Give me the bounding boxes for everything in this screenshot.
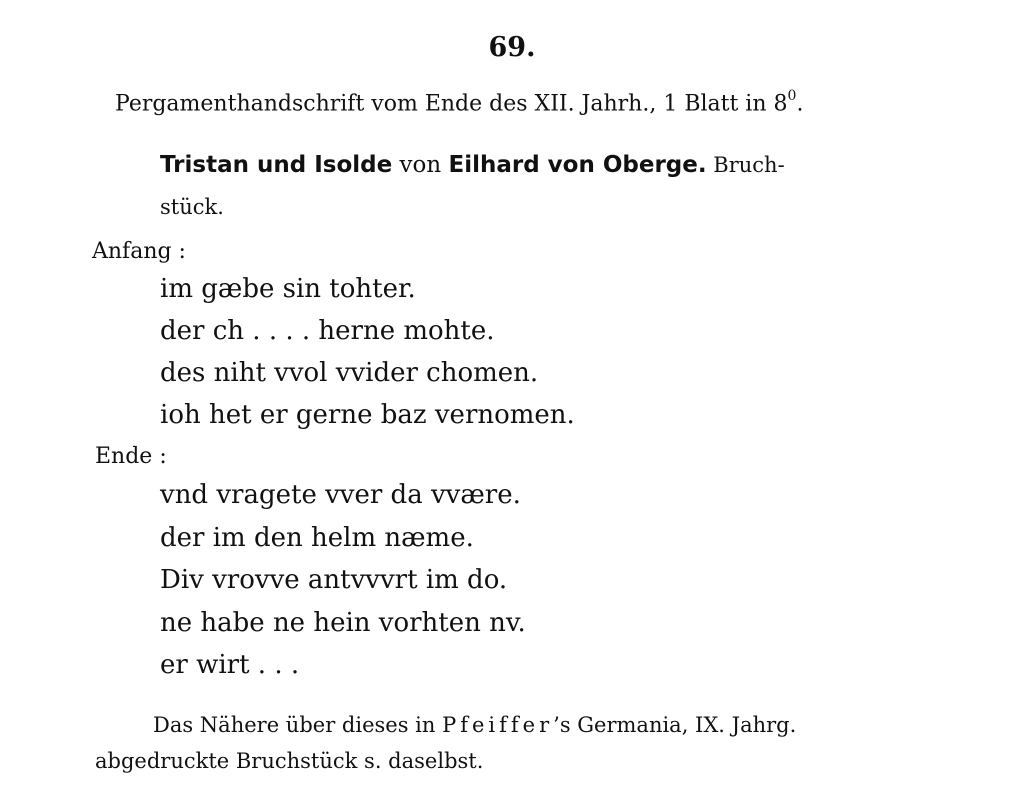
author-name: Eilhard von Oberge. [448,152,707,178]
anfang-label: Anfang : [92,239,186,264]
note-author-name: Pfeiffer [442,713,554,737]
work-title: Tristan und Isolde [160,152,393,178]
note-intro: Das Nähere über dieses in [153,713,443,737]
anfang-line: im gæbe sin tohter. [160,274,416,304]
anfang-line: des niht vvol vvider chomen. [160,358,539,388]
title-block [160,144,860,228]
ende-line: Div vrovve antvvvrt im do. [160,565,508,595]
anfang-line: der ch . . . . herne mohte. [160,316,495,346]
ende-line: er wirt . . . [160,650,300,680]
note-publication: ’s Germania, IX. Jahrg. [553,713,797,737]
source-superscript: 0 [787,88,797,104]
title-type: Bruch- [706,153,785,177]
source-description [115,90,803,116]
ende-line: vnd vragete vver da vvære. [160,480,521,510]
reference-note [95,707,895,779]
source-text: Pergamenthandschrift vom Ende des XII. Jahrh., 1 Blatt in 8 [115,91,788,117]
ende-line: ne habe ne hein vorhten nv. [160,608,526,638]
ende-line: der im den helm næme. [160,523,474,553]
title-by: von [392,152,449,178]
entry-number: 69. [488,32,536,63]
title-type-continued: stück. [160,195,224,219]
note-line-2: abgedruckte Bruchstück s. daselbst. [95,749,484,773]
ende-label: Ende : [95,444,167,469]
source-end: . [796,91,804,117]
anfang-line: ioh het er gerne baz vernomen. [160,400,575,430]
